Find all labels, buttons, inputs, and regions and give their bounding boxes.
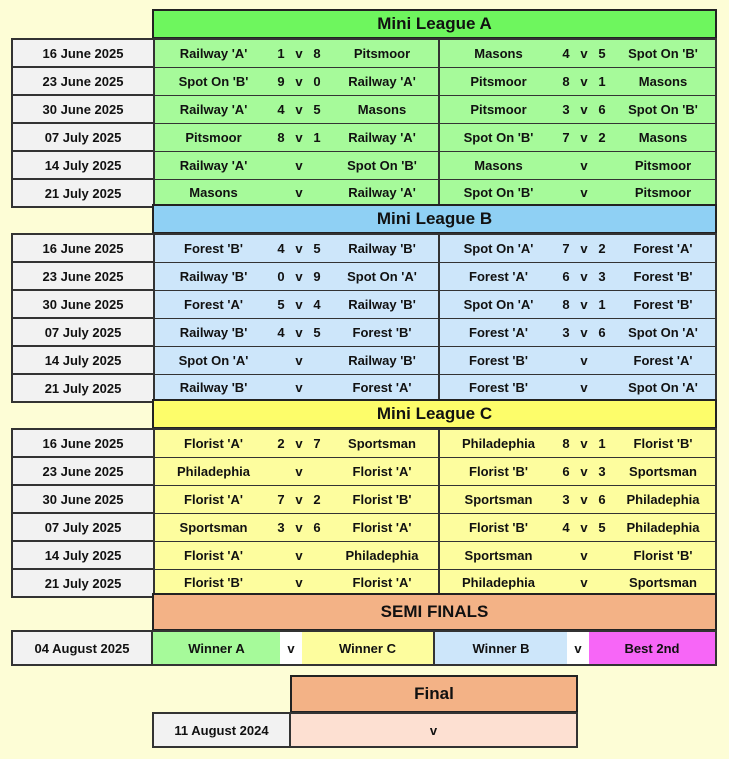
match-2-away: Spot On 'B' — [611, 95, 716, 123]
match-2-home-score: 6 — [557, 262, 575, 290]
match-2-home-score: 7 — [557, 234, 575, 262]
match-2-versus: v — [575, 374, 593, 402]
match-2-away-score: 3 — [593, 262, 611, 290]
match-2-home: Spot On 'B' — [439, 179, 557, 207]
match-2-home: Spot On 'B' — [439, 123, 557, 151]
fixture-date: 07 July 2025 — [12, 513, 154, 541]
match-1-away-score: 6 — [308, 513, 326, 541]
match-1-versus: v — [290, 179, 308, 207]
match-2-home: Spot On 'A' — [439, 234, 557, 262]
match-2-versus: v — [575, 318, 593, 346]
match-2-away-score: 1 — [593, 290, 611, 318]
match-2-away: Florist 'B' — [611, 429, 716, 457]
match-2-home-score — [557, 541, 575, 569]
match-2-versus: v — [575, 234, 593, 262]
fixture-date: 16 June 2025 — [12, 39, 154, 67]
match-2-away-score — [593, 151, 611, 179]
fixture-row — [12, 541, 716, 569]
fixture-date: 16 June 2025 — [12, 234, 154, 262]
match-1-away-score: 7 — [308, 429, 326, 457]
match-2-versus: v — [575, 569, 593, 597]
match-2-home: Forest 'B' — [439, 374, 557, 402]
match-2-away: Sportsman — [611, 457, 716, 485]
league-c-fixtures — [11, 428, 717, 598]
fixture-date: 14 July 2025 — [12, 541, 154, 569]
match-2-home: Forest 'B' — [439, 346, 557, 374]
final-date: 11 August 2024 — [152, 712, 291, 748]
match-2-away: Spot On 'B' — [611, 39, 716, 67]
match-1-versus: v — [290, 485, 308, 513]
match-1-home-score: 3 — [272, 513, 290, 541]
match-2-versus: v — [575, 290, 593, 318]
match-2-home: Florist 'B' — [439, 513, 557, 541]
semi-date: 04 August 2025 — [11, 630, 153, 666]
match-1-away-score — [308, 541, 326, 569]
match-2-away: Philadephia — [611, 513, 716, 541]
match-2-home-score: 8 — [557, 67, 575, 95]
match-2-versus: v — [575, 179, 593, 207]
match-1-away-score: 1 — [308, 123, 326, 151]
match-1-away-score — [308, 346, 326, 374]
fixture-row — [12, 457, 716, 485]
match-1-home-score: 4 — [272, 234, 290, 262]
match-1-away: Forest 'A' — [326, 374, 439, 402]
match-2-away: Masons — [611, 123, 716, 151]
match-2-away: Forest 'B' — [611, 290, 716, 318]
match-2-away: Forest 'A' — [611, 346, 716, 374]
match-1-versus: v — [290, 346, 308, 374]
league-c-title: Mini League C — [152, 399, 717, 429]
match-2-home: Philadephia — [439, 569, 557, 597]
fixture-row — [12, 290, 716, 318]
match-2-away: Florist 'B' — [611, 541, 716, 569]
match-2-home-score — [557, 179, 575, 207]
fixture-date: 21 July 2025 — [12, 179, 154, 207]
match-1-away: Railway 'A' — [326, 67, 439, 95]
match-2-versus: v — [575, 39, 593, 67]
match-2-away-score: 5 — [593, 39, 611, 67]
fixture-row — [12, 95, 716, 123]
match-1-home-score: 9 — [272, 67, 290, 95]
match-2-away-score: 6 — [593, 95, 611, 123]
match-1-versus: v — [290, 429, 308, 457]
match-2-home: Forest 'A' — [439, 318, 557, 346]
match-1-versus: v — [290, 290, 308, 318]
match-1-away-score: 8 — [308, 39, 326, 67]
fixture-row — [12, 429, 716, 457]
match-1-home: Railway 'B' — [154, 262, 272, 290]
match-2-versus: v — [575, 67, 593, 95]
fixture-row — [12, 67, 716, 95]
match-1-versus: v — [290, 262, 308, 290]
fixture-date: 23 June 2025 — [12, 67, 154, 95]
match-2-home-score: 6 — [557, 457, 575, 485]
match-2-versus: v — [575, 123, 593, 151]
match-1-away: Railway 'B' — [326, 346, 439, 374]
match-2-away-score: 2 — [593, 123, 611, 151]
fixture-row — [12, 485, 716, 513]
fixture-date: 23 June 2025 — [12, 457, 154, 485]
match-2-home: Sportsman — [439, 485, 557, 513]
match-1-home-score: 5 — [272, 290, 290, 318]
match-1-home: Railway 'A' — [154, 151, 272, 179]
match-1-home-score — [272, 374, 290, 402]
league-a-fixtures — [11, 38, 717, 208]
match-1-away: Railway 'B' — [326, 290, 439, 318]
match-2-away: Forest 'A' — [611, 234, 716, 262]
match-1-away-score: 9 — [308, 262, 326, 290]
match-1-versus: v — [290, 513, 308, 541]
fixture-row — [12, 39, 716, 67]
match-1-versus: v — [290, 569, 308, 597]
match-1-home: Florist 'A' — [154, 541, 272, 569]
semi-finals-row — [11, 630, 717, 666]
match-1-away: Masons — [326, 95, 439, 123]
match-1-versus: v — [290, 67, 308, 95]
match-2-home-score: 4 — [557, 513, 575, 541]
match-2-home: Sportsman — [439, 541, 557, 569]
match-2-away: Spot On 'A' — [611, 374, 716, 402]
match-2-home-score: 3 — [557, 485, 575, 513]
match-1-home-score: 0 — [272, 262, 290, 290]
match-2-home: Florist 'B' — [439, 457, 557, 485]
match-1-home-score: 1 — [272, 39, 290, 67]
match-2-home-score: 8 — [557, 429, 575, 457]
match-1-home-score — [272, 541, 290, 569]
match-1-home-score: 4 — [272, 95, 290, 123]
match-1-away: Philadephia — [326, 541, 439, 569]
semi-1-away: Winner C — [302, 630, 435, 666]
match-2-versus: v — [575, 429, 593, 457]
match-1-home: Forest 'B' — [154, 234, 272, 262]
match-1-home: Railway 'A' — [154, 39, 272, 67]
match-2-versus: v — [575, 151, 593, 179]
match-1-away: Railway 'A' — [326, 123, 439, 151]
match-1-away-score: 4 — [308, 290, 326, 318]
match-2-away: Forest 'B' — [611, 262, 716, 290]
fixture-row — [12, 513, 716, 541]
match-1-home: Forest 'A' — [154, 290, 272, 318]
match-1-away-score — [308, 374, 326, 402]
fixture-date: 30 June 2025 — [12, 95, 154, 123]
match-1-home-score: 4 — [272, 318, 290, 346]
match-1-home: Spot On 'A' — [154, 346, 272, 374]
match-1-away-score: 5 — [308, 234, 326, 262]
match-2-versus: v — [575, 457, 593, 485]
semi-1-home: Winner A — [153, 630, 280, 666]
final-title: Final — [290, 675, 578, 713]
match-1-home: Florist 'A' — [154, 429, 272, 457]
match-1-away: Florist 'A' — [326, 569, 439, 597]
match-1-home-score — [272, 179, 290, 207]
match-1-home: Railway 'B' — [154, 374, 272, 402]
match-2-away-score: 1 — [593, 67, 611, 95]
match-1-home-score — [272, 151, 290, 179]
match-2-home-score — [557, 346, 575, 374]
match-2-home-score: 7 — [557, 123, 575, 151]
match-2-versus: v — [575, 95, 593, 123]
fixture-row — [12, 234, 716, 262]
fixture-row — [12, 179, 716, 207]
match-1-versus: v — [290, 541, 308, 569]
match-2-away: Sportsman — [611, 569, 716, 597]
match-1-away-score: 0 — [308, 67, 326, 95]
match-1-home: Railway 'A' — [154, 95, 272, 123]
match-2-away-score: 5 — [593, 513, 611, 541]
fixture-row — [12, 374, 716, 402]
match-1-away-score — [308, 179, 326, 207]
match-1-away: Florist 'A' — [326, 457, 439, 485]
match-1-home: Masons — [154, 179, 272, 207]
match-1-versus: v — [290, 39, 308, 67]
match-1-away-score: 5 — [308, 95, 326, 123]
match-1-home: Railway 'B' — [154, 318, 272, 346]
fixture-date: 07 July 2025 — [12, 318, 154, 346]
match-1-away: Florist 'B' — [326, 485, 439, 513]
match-1-away: Sportsman — [326, 429, 439, 457]
semi-2-away: Best 2nd — [589, 630, 717, 666]
match-2-away: Pitsmoor — [611, 151, 716, 179]
match-1-home-score: 7 — [272, 485, 290, 513]
match-1-home-score: 8 — [272, 123, 290, 151]
match-2-versus: v — [575, 346, 593, 374]
match-1-home-score — [272, 346, 290, 374]
match-1-versus: v — [290, 374, 308, 402]
match-1-away-score: 5 — [308, 318, 326, 346]
match-2-home: Masons — [439, 151, 557, 179]
league-b-title: Mini League B — [152, 204, 717, 234]
match-2-versus: v — [575, 485, 593, 513]
match-2-home-score — [557, 374, 575, 402]
match-2-away: Spot On 'A' — [611, 318, 716, 346]
fixture-row — [12, 262, 716, 290]
fixture-date: 14 July 2025 — [12, 346, 154, 374]
match-2-home: Masons — [439, 39, 557, 67]
fixture-date: 16 June 2025 — [12, 429, 154, 457]
fixture-row — [12, 318, 716, 346]
match-1-home: Spot On 'B' — [154, 67, 272, 95]
match-2-home-score — [557, 151, 575, 179]
match-2-home-score: 4 — [557, 39, 575, 67]
match-2-away-score — [593, 346, 611, 374]
match-1-away-score: 2 — [308, 485, 326, 513]
match-1-away: Florist 'A' — [326, 513, 439, 541]
final-row — [152, 712, 578, 748]
match-2-away: Philadephia — [611, 485, 716, 513]
match-1-home-score — [272, 457, 290, 485]
match-1-away: Spot On 'B' — [326, 151, 439, 179]
fixture-row — [12, 346, 716, 374]
match-1-home: Sportsman — [154, 513, 272, 541]
match-1-home: Florist 'B' — [154, 569, 272, 597]
match-1-away-score — [308, 151, 326, 179]
match-2-home: Spot On 'A' — [439, 290, 557, 318]
match-2-home: Philadephia — [439, 429, 557, 457]
match-1-home-score: 2 — [272, 429, 290, 457]
semi-2-home: Winner B — [435, 630, 567, 666]
match-2-away-score: 6 — [593, 318, 611, 346]
match-1-versus: v — [290, 234, 308, 262]
match-1-away: Forest 'B' — [326, 318, 439, 346]
match-2-home-score: 3 — [557, 318, 575, 346]
final-match: v — [291, 712, 578, 748]
match-1-away-score — [308, 457, 326, 485]
semi-2-v: v — [567, 630, 589, 666]
match-1-home: Florist 'A' — [154, 485, 272, 513]
fixture-date: 07 July 2025 — [12, 123, 154, 151]
match-1-versus: v — [290, 95, 308, 123]
match-1-away: Railway 'B' — [326, 234, 439, 262]
match-1-versus: v — [290, 151, 308, 179]
fixture-row — [12, 151, 716, 179]
semi-finals-title: SEMI FINALS — [152, 593, 717, 631]
fixture-date: 21 July 2025 — [12, 374, 154, 402]
match-1-away: Pitsmoor — [326, 39, 439, 67]
match-1-versus: v — [290, 457, 308, 485]
match-2-away-score: 6 — [593, 485, 611, 513]
fixture-date: 30 June 2025 — [12, 485, 154, 513]
match-2-home: Pitsmoor — [439, 95, 557, 123]
match-2-away-score: 3 — [593, 457, 611, 485]
match-2-home-score: 8 — [557, 290, 575, 318]
match-2-away: Masons — [611, 67, 716, 95]
league-a-title: Mini League A — [152, 9, 717, 39]
match-2-versus: v — [575, 541, 593, 569]
match-2-versus: v — [575, 513, 593, 541]
fixture-date: 21 July 2025 — [12, 569, 154, 597]
match-2-home: Pitsmoor — [439, 67, 557, 95]
match-2-away-score — [593, 541, 611, 569]
match-1-home: Philadephia — [154, 457, 272, 485]
match-1-away: Railway 'A' — [326, 179, 439, 207]
match-2-versus: v — [575, 262, 593, 290]
match-1-away: Spot On 'A' — [326, 262, 439, 290]
match-1-versus: v — [290, 123, 308, 151]
fixture-date: 14 July 2025 — [12, 151, 154, 179]
fixture-row — [12, 123, 716, 151]
match-2-home: Forest 'A' — [439, 262, 557, 290]
match-2-away-score — [593, 374, 611, 402]
match-2-home-score: 3 — [557, 95, 575, 123]
match-2-away-score: 2 — [593, 234, 611, 262]
semi-1-v: v — [280, 630, 302, 666]
match-1-home: Pitsmoor — [154, 123, 272, 151]
league-b-fixtures — [11, 233, 717, 403]
fixture-date: 30 June 2025 — [12, 290, 154, 318]
match-2-away-score: 1 — [593, 429, 611, 457]
match-2-away: Pitsmoor — [611, 179, 716, 207]
match-1-versus: v — [290, 318, 308, 346]
fixture-date: 23 June 2025 — [12, 262, 154, 290]
match-2-away-score — [593, 179, 611, 207]
